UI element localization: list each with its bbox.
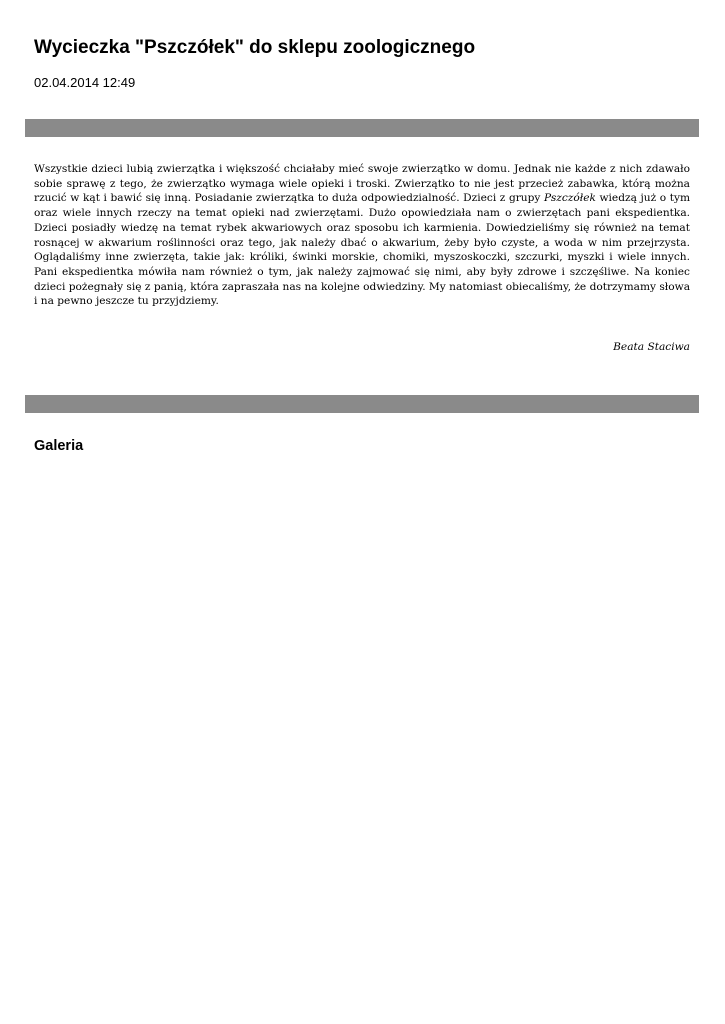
article-text-part2: wiedzą już o tym oraz wiele innych rzeczy na temat opieki nad zwierzętami. Dużo opowiedziała nam o zwierzętach pani ekspedientka. Dzieci posiadły wiedzę na temat rybek akwariowych oraz sposobu ich karmienia. Dowiedzieliśmy się również na temat rosnącej w akwarium roślinności oraz tego, jak należy dbać o akwarium, żeby było czyste, a woda w nim przejrzysta. Oglądaliśmy inne zwierzęta, takie jak: króliki, świnki morskie, chomiki, myszoskoczki, szczurki, myszki i wiele innych. Pani ekspedientka mówiła nam również o tym, jak należy zajmować się nimi, aby były zdrowe i szczęśliwe. Na koniec dzieci pożegnały się z panią, która zapraszała nas na kolejne odwiedziny. My natomiast obiecaliśmy, że dotrzymamy słowa i na pewno jeszcze tu przyjdziemy. <box>34 192 691 308</box>
divider-bar-top <box>25 119 699 137</box>
article-body <box>34 162 690 309</box>
gallery-heading: Galeria <box>34 438 84 454</box>
divider-bar-bottom <box>25 395 699 413</box>
article-author: Beata Staciwa <box>613 341 690 353</box>
page-title: Wycieczka "Pszczółek" do sklepu zoologicznego <box>34 37 476 58</box>
article-text-part1: Wszystkie dzieci lubią zwierzątka i większość chciałaby mieć swoje zwierzątko w domu. Jednak nie każde z nich zdawało sobie sprawę z tego, że zwierzątko wymaga wiele opieki i troski. Zwierzątko to nie jest przecież zabawka, którą można rzucić w kąt i bawić się inną. Posiadanie zwierzątka to duża odpowiedzialność. Dzieci z grupy <box>34 163 690 205</box>
article-group-name: Pszczółek <box>544 192 596 205</box>
publish-date: 02.04.2014 12:49 <box>34 75 136 90</box>
